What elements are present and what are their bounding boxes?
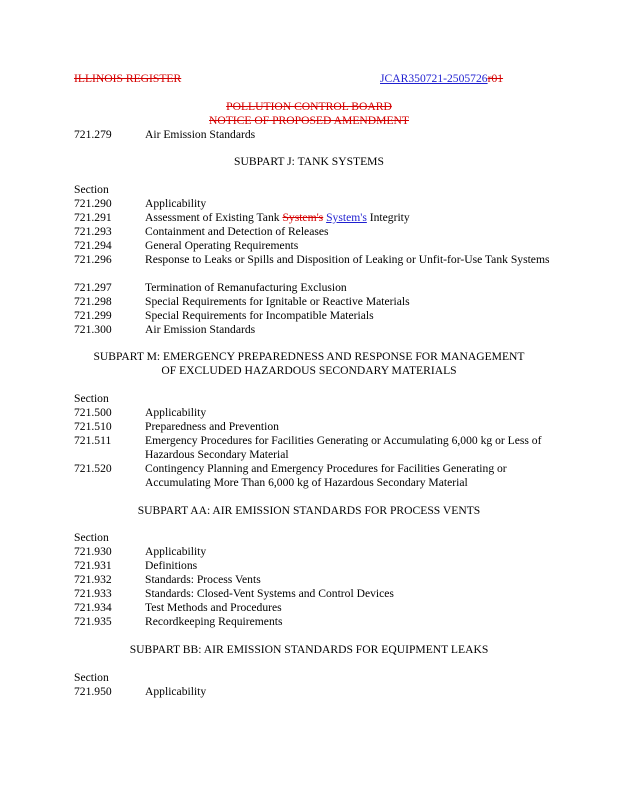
section-row — [0, 573, 618, 587]
section-row — [0, 420, 618, 434]
section-row — [0, 211, 618, 225]
section-title: Response to Leaks or Spills and Disposition of Leaking or Unfit-for-Use Tank Systems — [145, 253, 550, 266]
section-row — [0, 434, 618, 462]
section-title: Special Requirements for Incompatible Materials — [145, 309, 374, 322]
section-row — [0, 406, 618, 420]
section-number: 721.935 — [74, 615, 112, 628]
section-row — [0, 615, 618, 629]
jcar-id-link[interactable]: JCAR350721-2505726 — [380, 72, 488, 85]
section-row — [0, 225, 618, 239]
section-title: Termination of Remanufacturing Exclusion — [145, 281, 347, 294]
section-row — [0, 462, 618, 490]
agency-title: POLLUTION CONTROL BOARD — [226, 100, 392, 113]
section-label: Section — [74, 531, 109, 544]
section-row — [0, 587, 618, 601]
section-title: Applicability — [145, 406, 207, 419]
section-number: 721.293 — [74, 225, 112, 238]
section-number: 721.290 — [74, 197, 112, 210]
section-row — [0, 559, 618, 573]
section-title: Special Requirements for Ignitable or Reactive Materials — [145, 295, 410, 308]
section-row — [0, 545, 618, 559]
section-title: Recordkeeping Requirements — [145, 615, 283, 628]
section-number: 721.296 — [74, 253, 112, 266]
section-title: Air Emission Standards — [145, 323, 256, 336]
section-label: Section — [74, 183, 109, 196]
section-number: 721.511 — [74, 434, 112, 447]
section-number: 721.932 — [74, 573, 112, 586]
section-title: Standards: Process Vents — [145, 573, 261, 586]
section-title: Air Emission Standards — [145, 128, 256, 141]
section-row — [0, 295, 618, 309]
section-number: 721.279 — [74, 128, 112, 141]
subpart-j-heading: SUBPART J: TANK SYSTEMS — [234, 155, 384, 168]
section-number: 721.294 — [74, 239, 112, 252]
section-label: Section — [74, 671, 109, 684]
jcar-id-deleted: r01 — [487, 72, 504, 85]
section-title: Applicability — [145, 197, 207, 210]
section-title: Emergency Procedures for Facilities Generating or Accumulating 6,000 kg or Less of Hazardous Secondary Material — [145, 434, 542, 461]
section-number: 721.299 — [74, 309, 112, 322]
notice-title: NOTICE OF PROPOSED AMENDMENT — [208, 114, 409, 127]
subpart-bb-heading: SUBPART BB: AIR EMISSION STANDARDS FOR EQUIPMENT LEAKS — [129, 643, 489, 656]
section-row — [0, 685, 618, 699]
register-header: ILLINOIS REGISTER — [74, 72, 182, 85]
section-title: General Operating Requirements — [145, 239, 299, 252]
section-title: Assessment of Existing Tank System's System's Integrity — [145, 211, 410, 224]
section-number: 721.930 — [74, 545, 112, 558]
section-row — [0, 281, 618, 295]
section-row — [0, 253, 618, 281]
section-title: Preparedness and Prevention — [145, 420, 279, 433]
section-title: Standards: Closed-Vent Systems and Control Devices — [145, 587, 394, 600]
section-title: Definitions — [145, 559, 198, 572]
inserted-text: System's — [326, 211, 367, 224]
subpart-m-heading-cont: OF EXCLUDED HAZARDOUS SECONDARY MATERIALS — [161, 364, 457, 377]
section-number: 721.297 — [74, 281, 112, 294]
section-label: Section — [74, 392, 109, 405]
section-row — [0, 128, 618, 142]
section-title: Applicability — [145, 685, 207, 698]
section-number: 721.931 — [74, 559, 112, 572]
section-row — [0, 601, 618, 615]
section-number: 721.500 — [74, 406, 112, 419]
section-number: 721.291 — [74, 211, 112, 224]
section-number: 721.300 — [74, 323, 112, 336]
section-number: 721.510 — [74, 420, 112, 433]
section-title: Contingency Planning and Emergency Procedures for Facilities Generating or Accumulating More Than 6,000 kg of Hazardous Secondary Material — [145, 462, 507, 489]
section-number: 721.520 — [74, 462, 112, 475]
section-title: Test Methods and Procedures — [145, 601, 282, 614]
section-title: Applicability — [145, 545, 207, 558]
section-number: 721.298 — [74, 295, 112, 308]
section-number: 721.933 — [74, 587, 112, 600]
section-row — [0, 323, 618, 337]
subpart-aa-heading: SUBPART AA: AIR EMISSION STANDARDS FOR PROCESS VENTS — [137, 504, 481, 517]
section-row — [0, 197, 618, 211]
subpart-m-heading: SUBPART M: EMERGENCY PREPAREDNESS AND RESPONSE FOR MANAGEMENT — [93, 350, 525, 363]
section-number: 721.950 — [74, 685, 112, 698]
section-row — [0, 239, 618, 253]
section-title: Containment and Detection of Releases — [145, 225, 329, 238]
section-number: 721.934 — [74, 601, 112, 614]
jcar-id — [380, 72, 503, 86]
section-row — [0, 309, 618, 323]
deleted-text: System's — [282, 211, 324, 224]
